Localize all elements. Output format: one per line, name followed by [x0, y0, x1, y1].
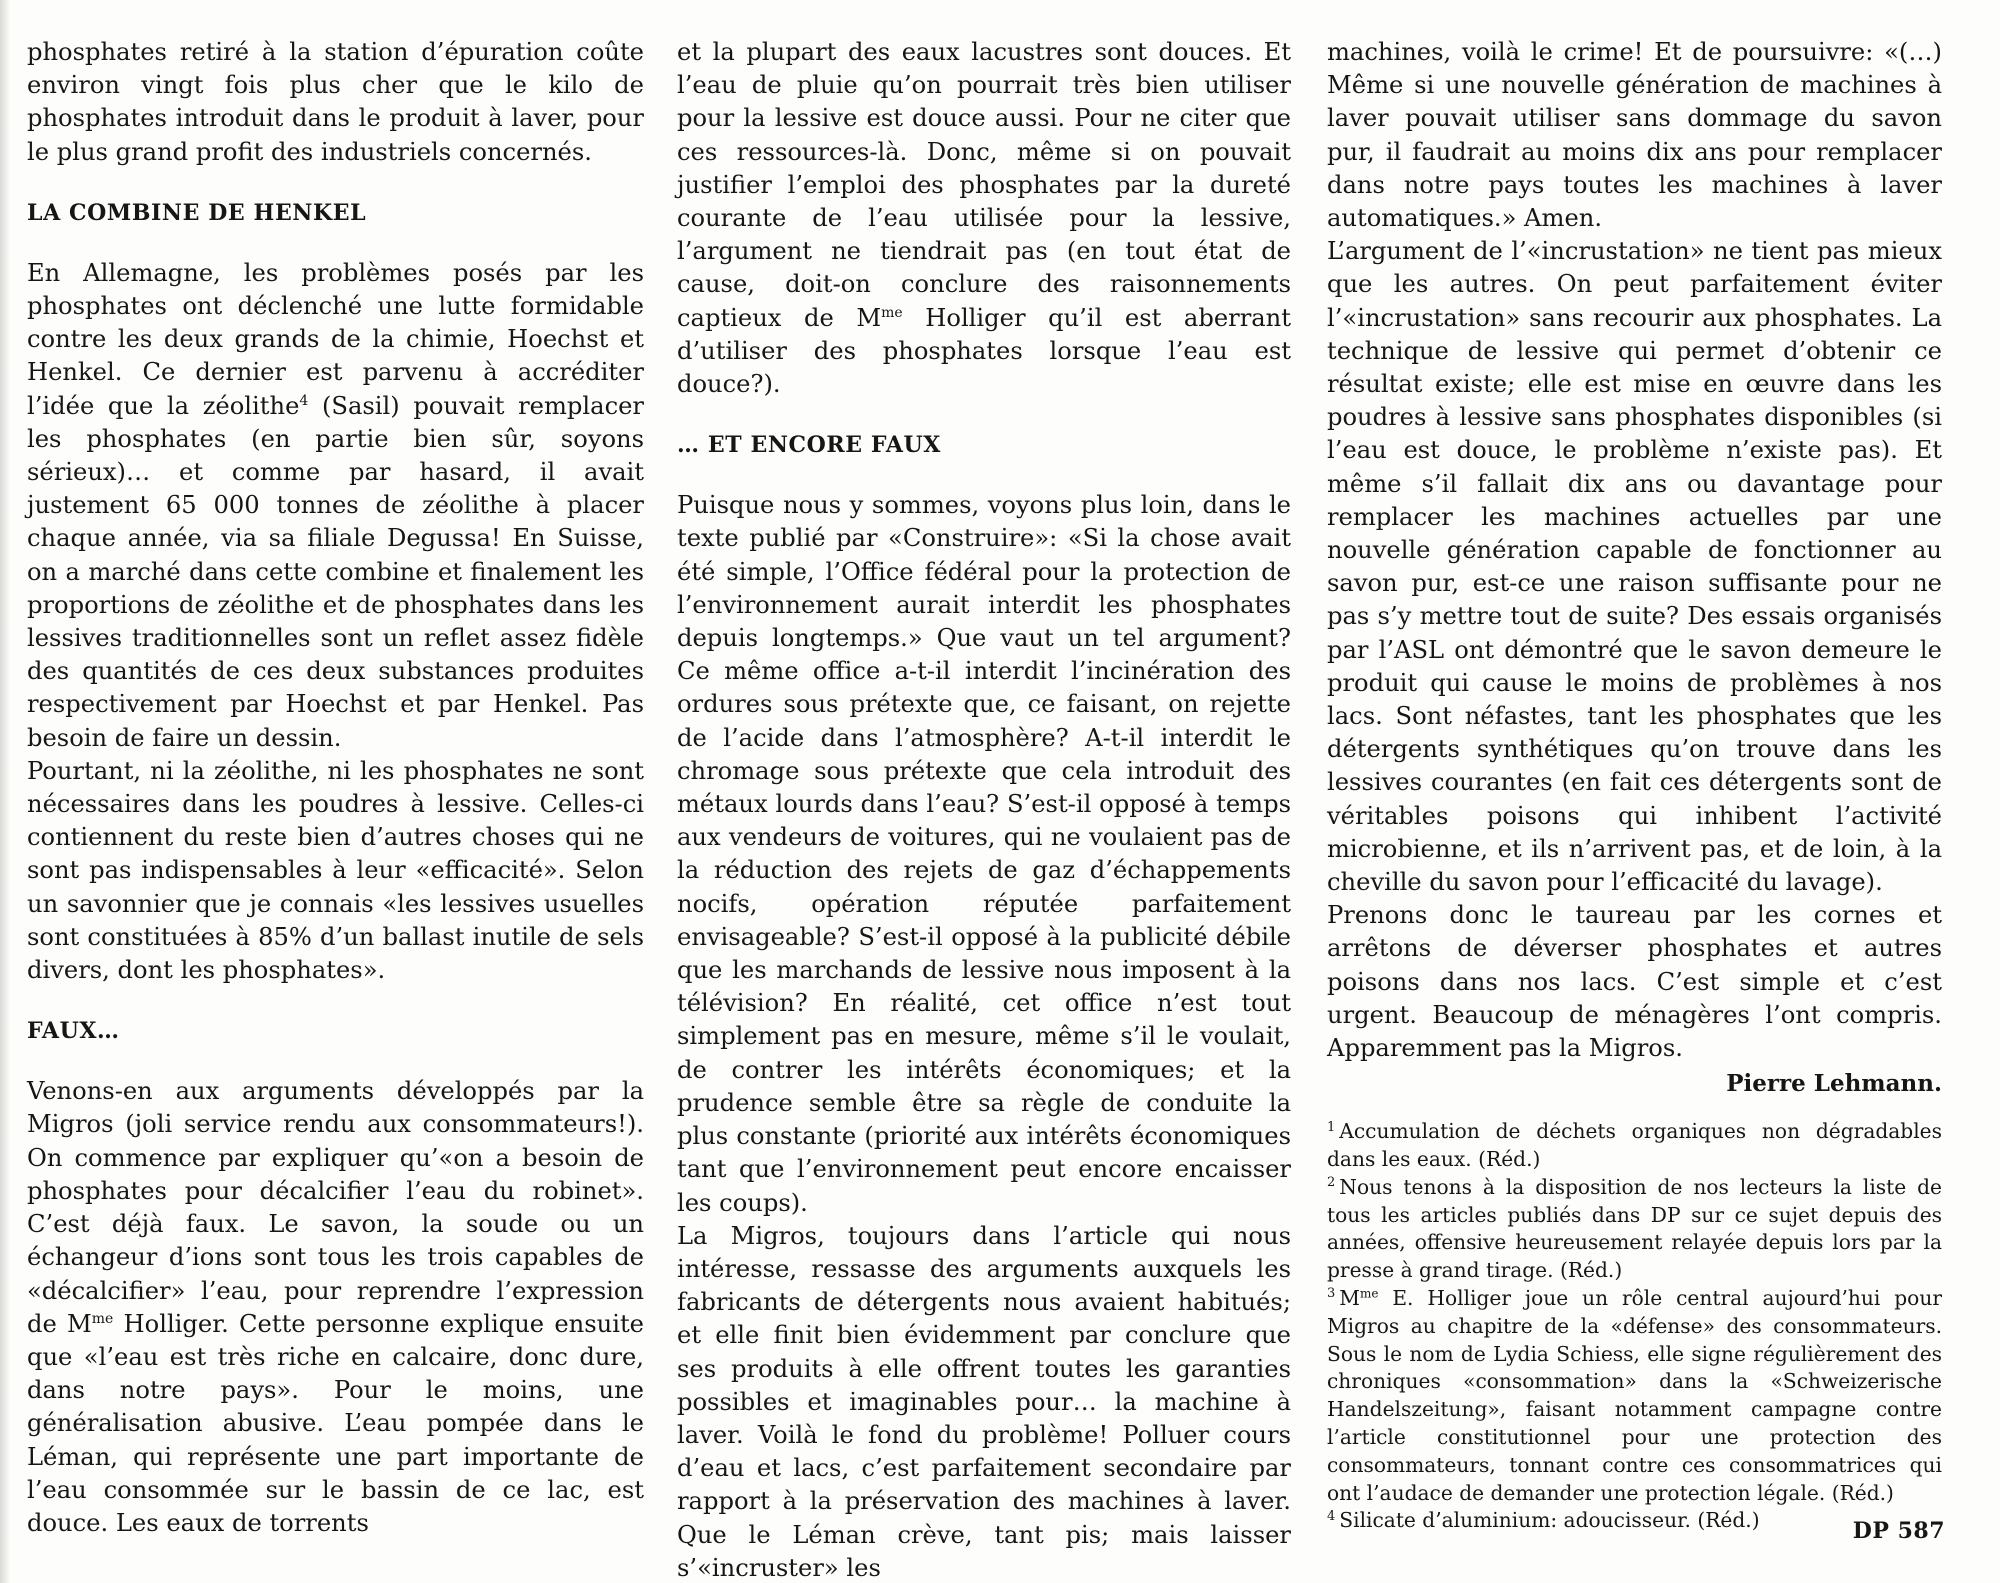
paragraph: phosphates retiré à la station d’épuration coûte environ vingt fois plus cher que le kilo de phosphates introduit dans le produit à laver, pour le plus grand profit des industriels concernés. [27, 38, 644, 166]
page-folio: DP 587 [1852, 1518, 1945, 1544]
footnote-text: Accumulation de déchets organiques non dégradables dans les eaux. (Réd.) [1327, 1119, 1942, 1172]
paragraph-text: Holliger. Cette personne explique ensuite que «l’eau est très riche en calcaire, donc dure, dans notre pays». Pour le moins, une généralisation abusive. L’eau pompée dans le Léman, qui représente une part importante de l’eau consommée sur le bassin de ce lac, est douce. Les eaux de torrents [27, 1309, 644, 1537]
author-signature: Pierre Lehmann. [1726, 1070, 1942, 1098]
footnote-text: Nous tenons à la disposition de nos lecteurs la liste de tous les articles publiés dans DP sur ce sujet depuis des années, offensive heureusement relayée depuis lors par la presse à grand tirage. (Réd.) [1327, 1174, 1942, 1283]
section-heading-combine-henkel: LA COMBINE DE HENKEL [27, 199, 367, 226]
paragraph: L’argument de l’«incrustation» ne tient pas mieux que les autres. On peut parfaitement éviter l’«incrustation» sans recourir aux phosphates. La technique de lessive qui permet d’obtenir ce résultat existe; elle est mise en œuvre dans les poudres à lessive sans phosphates disponibles (si l’eau est douce, le problème n’existe pas). Et même s’il fallait dix ans ou davantage pour remplacer les machines actuelles par une nouvelle génération capable de fonctionner au savon pur, est-ce une raison suffisante pour ne pas s’y mettre tout de suite? Des essais organisés par l’ASL ont démontré que le savon demeure le produit qui cause le moins de problèmes à nos lacs. Sont néfastes, tant les phosphates que les détergents synthétiques qu’on trouve dans les lessives courantes (en fait ces détergents sont de véritables poisons qui inhibent l’activité microbienne, et ils n’arrivent pas, et de loin, à la cheville du savon pour l’efficacité du lavage). [1327, 237, 1942, 897]
paragraph: Prenons donc le taureau par les cornes et arrêtons de déverser phosphates et autres poisons dans nos lacs. C’est simple et c’est urgent. Beaucoup de ménagères l’ont compris. Apparemment pas la Migros. [1327, 901, 1942, 1063]
paragraph-text: Holliger qu’il est aberrant d’utiliser des phosphates lorsque l’eau est douce?). [677, 303, 1291, 399]
superscript-mme: me [91, 1310, 114, 1327]
paragraph: machines, voilà le crime! Et de poursuivre: «(…) Même si une nouvelle génération de machines à laver pouvait utiliser sans dommage du savon pur, il faudrait au moins dix ans pour remplacer dans notre pays toutes les machines à laver automatiques.» Amen. [1327, 38, 1942, 233]
footnote [1327, 1174, 1942, 1285]
superscript-mme: me [1359, 1286, 1379, 1301]
footnote [1327, 1285, 1942, 1507]
paragraph [27, 257, 644, 755]
column-3 [1327, 36, 1942, 1535]
footnote-number: 4 [1327, 1508, 1336, 1524]
footnote-number: 2 [1327, 1175, 1336, 1191]
paragraph [677, 36, 1291, 401]
superscript-mme: me [881, 304, 903, 321]
footnotes [1327, 1118, 1942, 1535]
footnote-number: 3 [1327, 1286, 1336, 1302]
page-edge-shadow [0, 0, 10, 1583]
footnote-ref: 4 [299, 392, 309, 409]
paragraph-text: Venons-en aux arguments développés par la Migros (joli service rendu aux consommateurs!). On commence par expliquer qu’«on a besoin de phosphates pour décalcifier l’eau du robinet». C’est déjà faux. Le savon, la soude ou un échangeur d’ions sont tous les trois capables de «décalcifier» l’eau, pour reprendre l’expression de M [27, 1077, 644, 1338]
footnote [1327, 1118, 1942, 1174]
paragraph: Puisque nous y sommes, voyons plus loin, dans le texte publié par «Construire»: «Si la chose avait été simple, l’Office fédéral pour la protection de l’environnement aurait interdit les phosphates depuis longtemps.» Que vaut un tel argument? Ce même office a-t-il interdit l’incinération des ordures sous prétexte que, ce faisant, on rejette de l’acide dans l’atmosphère? A-t-il interdit le chromage sous prétexte que cela introduit des métaux lourds dans l’eau? S’est-il opposé à temps aux vendeurs de voitures, qui ne voulaient pas de la réduction des rejets de gaz d’échappements nocifs, opération réputée parfaitement envisageable? S’est-il opposé à la publicité débile que les marchands de lessive nous imposent à la télévision? En réalité, cet office n’est tout simplement pas en mesure, même s’il le voulait, de contrer les intérêts économiques; et la prudence semble être sa règle de conduite la plus constante (priorité aux intérêts économiques tant que l’environnement peut encore encaisser les coups). [677, 491, 1291, 1217]
paragraph-text: et la plupart des eaux lacustres sont douces. Et l’eau de pluie qu’on pourrait très bien utiliser pour la lessive est douce aussi. Pour ne citer que ces ressources-là. Donc, même si on pouvait justifier l’emploi des phosphates par la dureté courante de l’eau utilisée pour la lessive, l’argument ne tiendrait pas (en tout état de cause, doit-on conclure des raisonnements captieux de M [677, 38, 1291, 332]
paragraph [27, 1075, 644, 1540]
footnote-text: E. Holliger joue un rôle central aujourd’hui pour Migros au chapitre de la «défense» des consommateurs. Sous le nom de Lydia Schiess, elle signe régulièrement des chroniques «consommation» dans la «Schweizerische Handelszeitung», faisant notamment campagne contre l’article constitutionnel pour une protection des consommateurs, tonnant contre ces consommatrices qui ont l’audace de demander une protection légale. (Réd.) [1327, 1286, 1942, 1505]
column-2 [677, 36, 1291, 1583]
paragraph: Pourtant, ni la zéolithe, ni les phosphates ne sont nécessaires dans les poudres à lessive. Celles-ci contiennent du reste bien d’autres choses qui ne sont pas indispensables à leur «efficacité». Selon un savonnier que je connais «les lessives usuelles sont constituées à 85% d’un ballast inutile de sels divers, dont les phosphates». [27, 756, 644, 985]
column-1 [27, 36, 644, 1540]
section-heading-encore-faux: … ET ENCORE FAUX [677, 432, 941, 459]
footnote-text: M [1339, 1286, 1360, 1311]
footnote-number: 1 [1327, 1119, 1336, 1135]
paragraph: La Migros, toujours dans l’article qui nous intéresse, ressasse des arguments auxquels les fabricants de détergents nous avaient habitués; et elle finit bien évidemment par conclure que ses produits à elle offrent toutes les garanties possibles et imaginables pour… la machine à laver. Voilà le fond du problème! Polluer cours d’eau et lacs, c’est parfaitement secondaire par rapport à la préservation des machines à laver. Que le Léman crève, tant pis; mais laisser s’«incruster» les [677, 1221, 1291, 1582]
paragraph-text: (Sasil) pouvait remplacer les phosphates (en partie bien sûr, soyons sérieux)… et comme par hasard, il avait justement 65 000 tonnes de zéolithe à placer chaque année, via sa filiale Degussa! En Suisse, on a marché dans cette combine et finalement les proportions de zéolithe et de phosphates dans les lessives traditionnelles sont un reflet assez fidèle des quantités de ces deux substances produites respectivement par Hoechst et par Henkel. Pas besoin de faire un dessin. [27, 391, 644, 752]
footnote-text: Silicate d’aluminium: adoucisseur. (Réd.) [1339, 1508, 1760, 1533]
paragraph-text: En Allemagne, les problèmes posés par les phosphates ont déclenché une lutte formidable contre les deux grands de la chimie, Hoechst et Henkel. Ce dernier est parvenu à accréditer l’idée que la zéolithe [27, 258, 644, 420]
section-heading-faux: FAUX… [27, 1018, 120, 1045]
footnote [1327, 1507, 1942, 1535]
